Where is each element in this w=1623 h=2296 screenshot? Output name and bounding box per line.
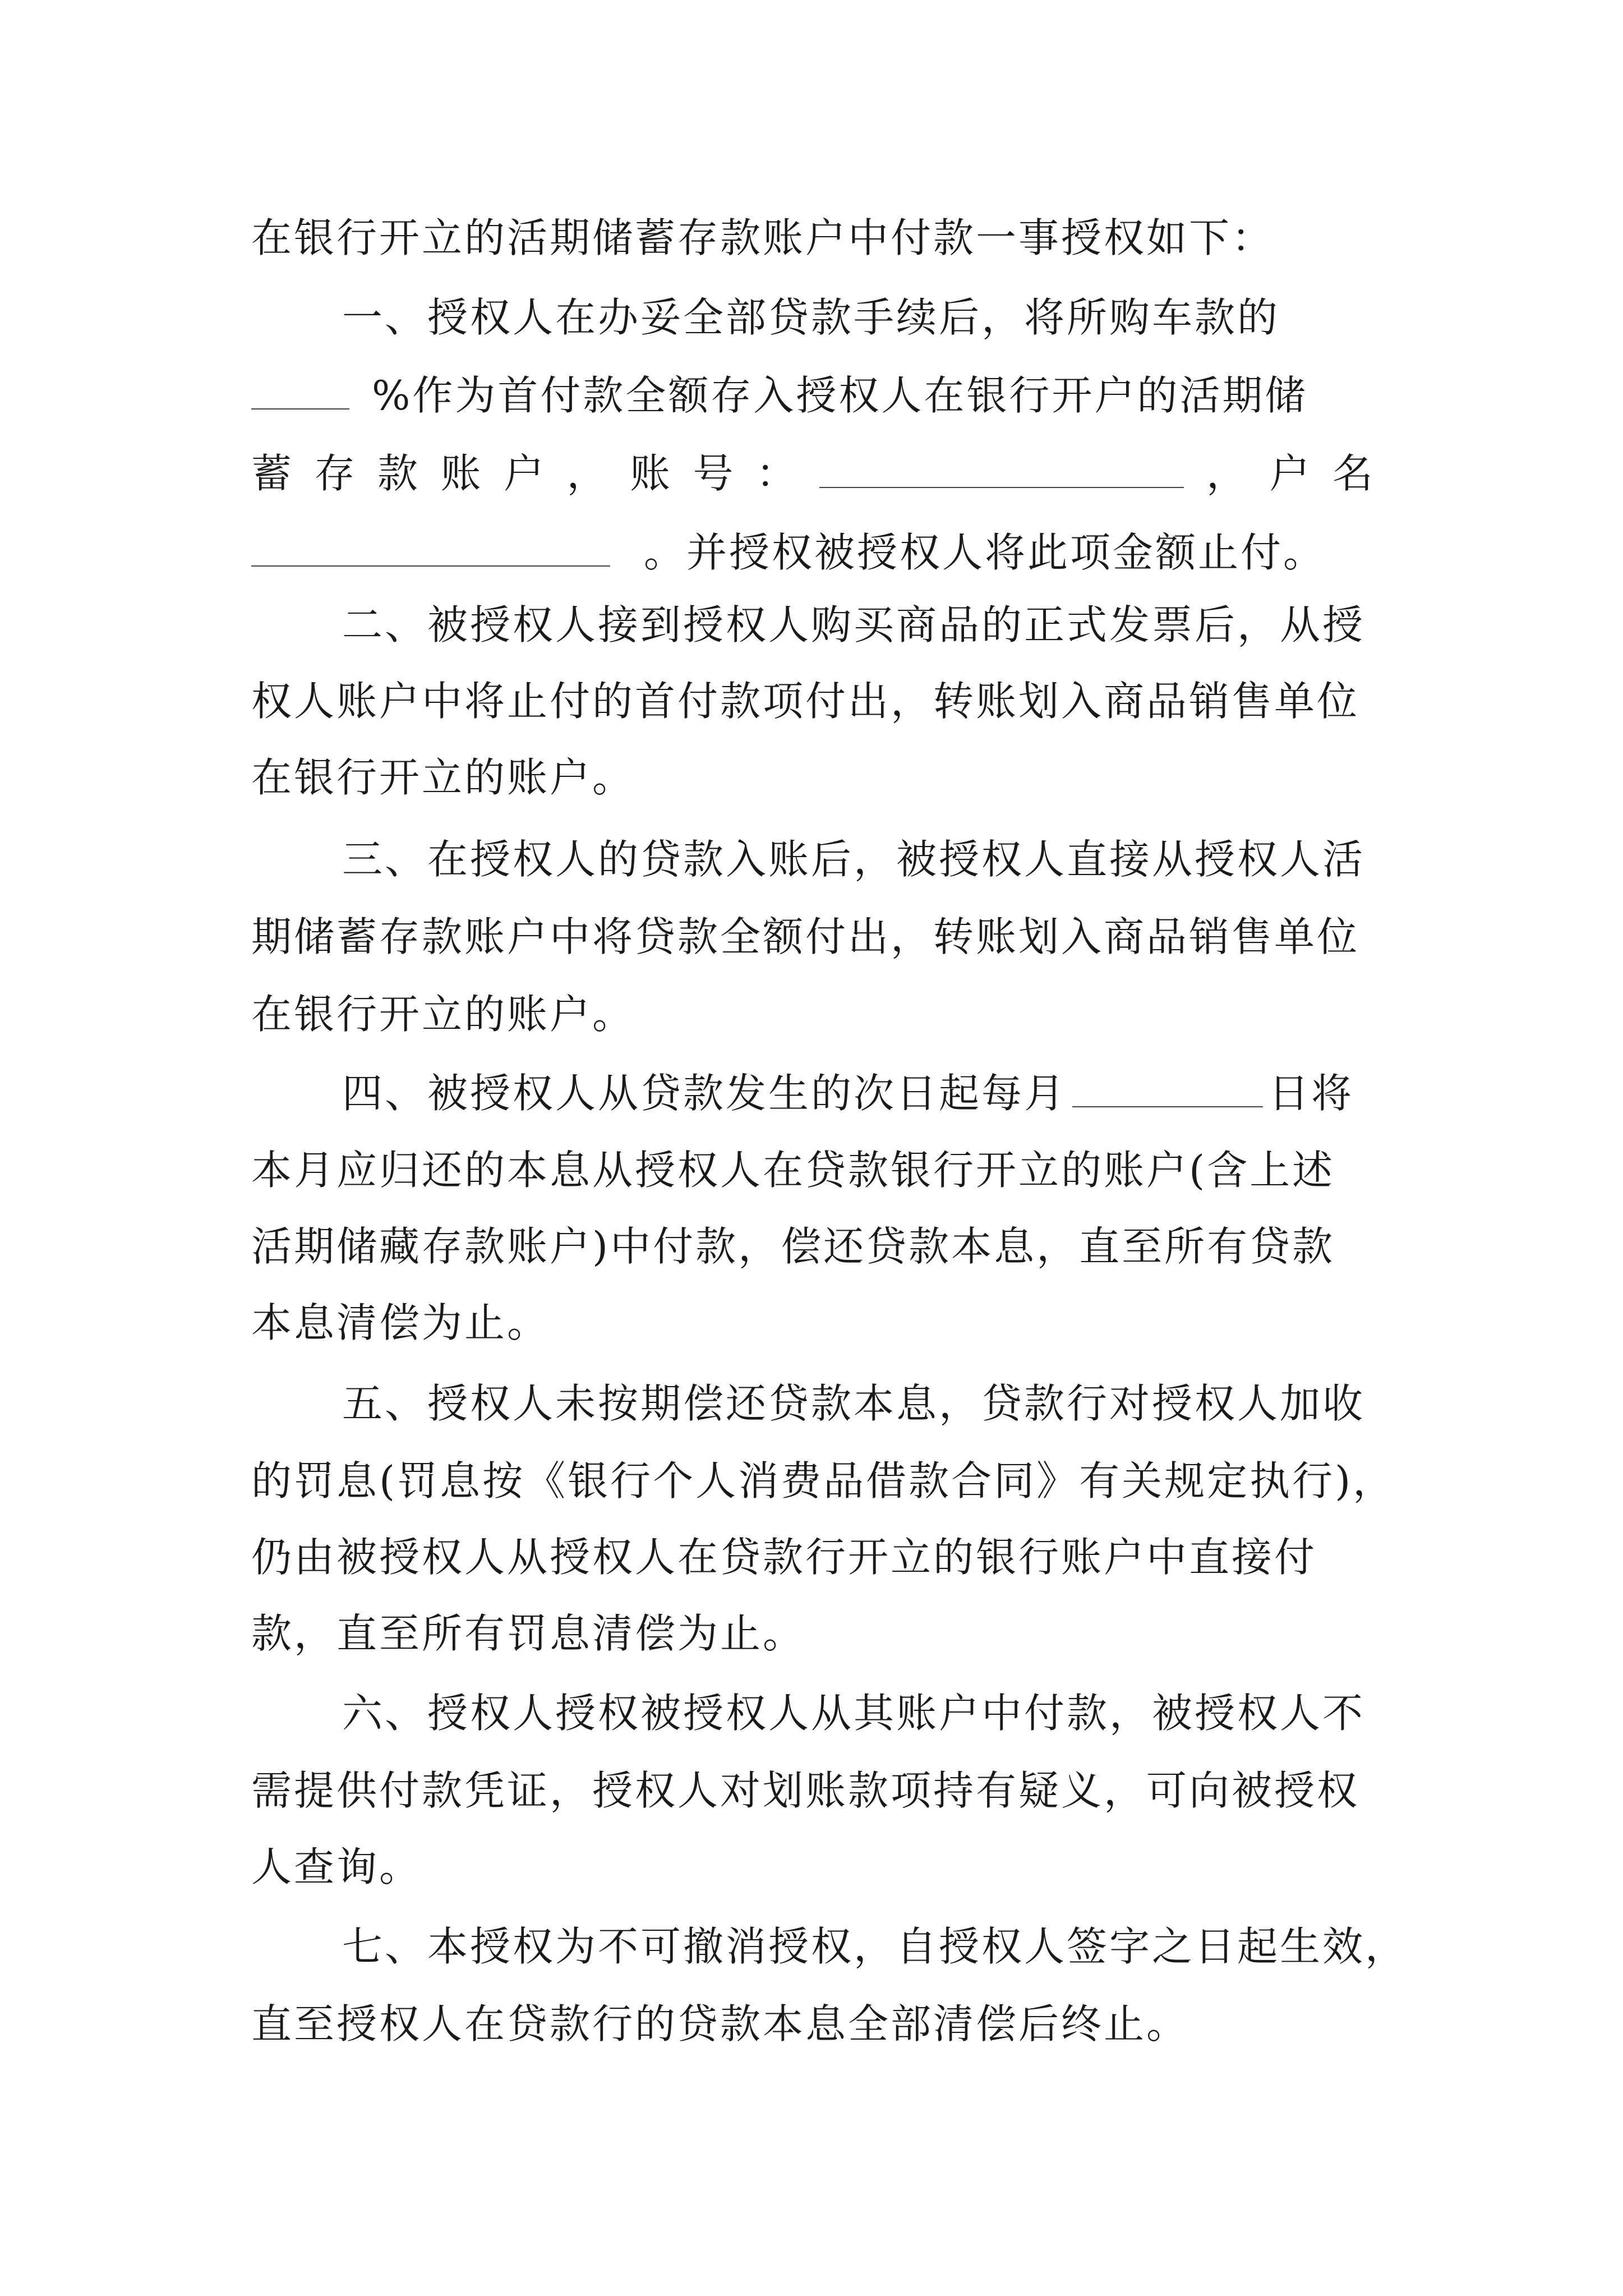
char: 名 xyxy=(1332,450,1373,497)
clause-3-line-3: 在银行开立的账户。 xyxy=(251,991,635,1038)
char: 户 xyxy=(504,450,545,497)
clause-2-line-2: 权人账户中将止付的首付款项付出，转账划入商品销售单位 xyxy=(251,678,1360,725)
clause-7-line-1: 七、本授权为不可撤消授权，自授权人签字之日起生效， xyxy=(342,1923,1408,1970)
clause-6-line-1: 六、授权人授权被授权人从其账户中付款，被授权人不 xyxy=(342,1690,1366,1737)
clause-1-line-3 xyxy=(251,450,1373,497)
clause-2-line-1: 二、被授权人接到授权人购买商品的正式发票后，从授 xyxy=(342,601,1366,648)
account-name-blank xyxy=(251,532,610,567)
char: ： xyxy=(756,450,797,497)
clause-6-line-2: 需提供付款凭证，授权人对划账款项持有疑义，可向被授权 xyxy=(251,1767,1360,1814)
clause-4-text: 四、被授权人从贷款发生的次日起每月 xyxy=(342,1070,1067,1117)
clause-1-line-2 xyxy=(251,372,1308,419)
clause-4-line-2: 本月应归还的本息从授权人在贷款银行开立的账户(含上述 xyxy=(251,1147,1335,1194)
clause-1-line-4 xyxy=(251,529,1326,576)
char: 蓄 xyxy=(251,450,292,497)
clause-2-line-3: 在银行开立的账户。 xyxy=(251,754,635,801)
char: 存 xyxy=(314,450,355,497)
clause-5-line-3: 仍由被授权人从授权人在贷款行开立的银行账户中直接付 xyxy=(251,1534,1317,1581)
clause-4-line-3: 活期储藏存款账户)中付款，偿还贷款本息，直至所有贷款 xyxy=(251,1223,1335,1270)
percent-blank xyxy=(251,375,349,409)
account-number-blank xyxy=(819,453,1184,488)
char: ， xyxy=(566,450,607,497)
clause-5-line-4: 款，直至所有罚息清偿为止。 xyxy=(251,1610,806,1657)
clause-1-text: %作为首付款全额存入授权人在银行开户的活期储 xyxy=(372,372,1308,419)
char: 款 xyxy=(377,450,418,497)
text-line: 在银行开立的活期储蓄存款账户中付款一事授权如下： xyxy=(251,214,1275,261)
char: 账 xyxy=(630,450,671,497)
char: 户 xyxy=(1269,450,1310,497)
char: ， xyxy=(1206,450,1247,497)
clause-1-line-1: 一、授权人在办妥全部贷款手续后，将所购车款的 xyxy=(342,294,1280,341)
char: 号 xyxy=(693,450,734,497)
clause-5-line-2: 的罚息(罚息按《银行个人消费品借款合同》有关规定执行)， xyxy=(251,1457,1396,1504)
clause-4-line-1 xyxy=(342,1070,1354,1117)
clause-6-line-3: 人查询。 xyxy=(251,1843,422,1890)
clause-3-line-1: 三、在授权人的贷款入账后，被授权人直接从授权人活 xyxy=(342,836,1366,883)
clause-3-line-2: 期储蓄存款账户中将贷款全额付出，转账划入商品销售单位 xyxy=(251,913,1360,960)
clause-4-text-end: 日将 xyxy=(1269,1070,1354,1117)
clause-4-line-4: 本息清偿为止。 xyxy=(251,1299,550,1346)
day-blank xyxy=(1072,1073,1263,1107)
clause-5-line-1: 五、授权人未按期偿还贷款本息，贷款行对授权人加收 xyxy=(342,1380,1366,1427)
clause-1-text-end: 。并授权被授权人将此项金额止付。 xyxy=(644,529,1326,576)
char: 账 xyxy=(440,450,481,497)
clause-7-line-2: 直至授权人在贷款行的贷款本息全部清偿后终止。 xyxy=(251,2000,1189,2047)
